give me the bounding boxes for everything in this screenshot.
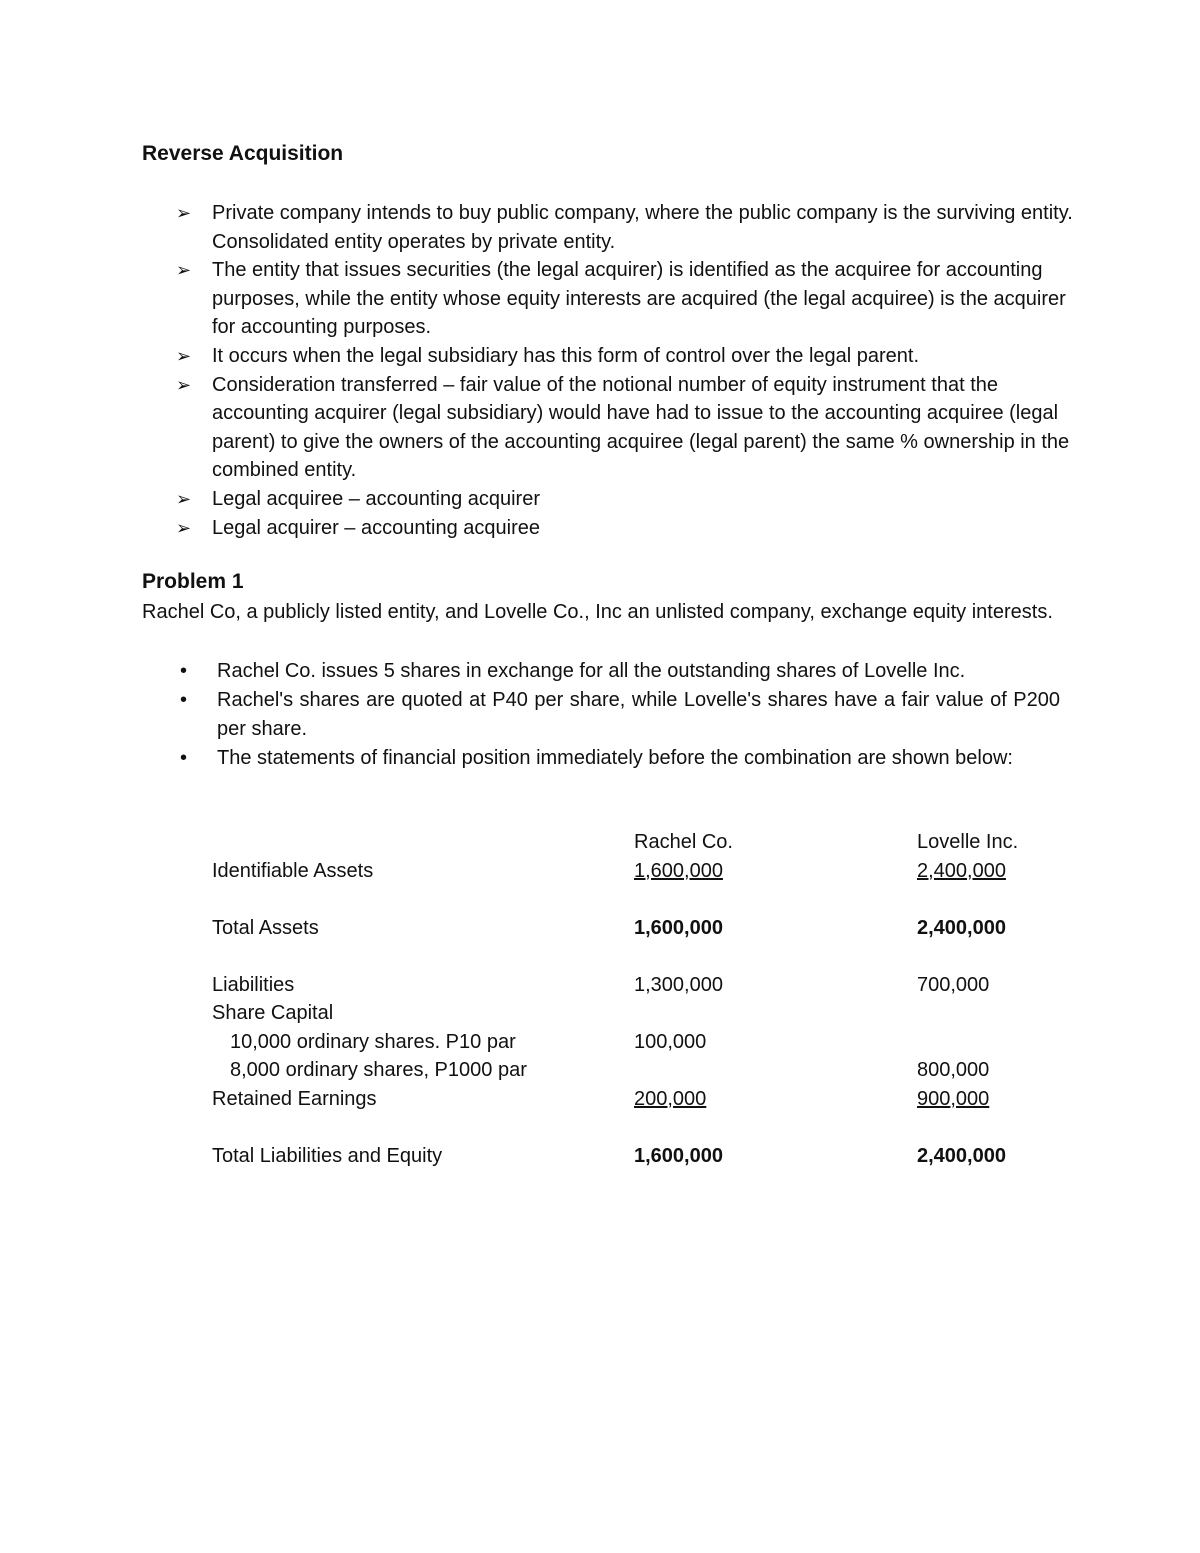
table-header-row bbox=[212, 828, 1117, 857]
row-label: Share Capital bbox=[212, 1002, 334, 1024]
table-row bbox=[212, 857, 1117, 886]
table-spacer bbox=[212, 1113, 1117, 1142]
arrow-bullet-icon: ➢ bbox=[176, 203, 192, 223]
row-label: 10,000 ordinary shares. P10 par bbox=[230, 1030, 516, 1053]
table-row bbox=[212, 1028, 1117, 1057]
row-label: Retained Earnings bbox=[212, 1087, 377, 1110]
row-label: Liabilities bbox=[212, 973, 295, 996]
arrow-bullet-icon: ➢ bbox=[176, 488, 192, 509]
list-item: • Rachel Co. issues 5 shares in exchange for all the outstanding shares of Lovelle Inc. bbox=[180, 657, 1060, 686]
cell-value: 700,000 bbox=[917, 973, 990, 996]
table-row bbox=[212, 1056, 1117, 1085]
cell-value: 1,600,000 bbox=[634, 859, 723, 882]
table-spacer bbox=[212, 942, 1117, 971]
list-item: • The statements of financial position immediately before the combination are shown below: bbox=[180, 744, 1060, 773]
bullet-dot-icon: • bbox=[180, 660, 188, 682]
column-header-lovelle: Lovelle Inc. bbox=[917, 831, 1019, 853]
table-row bbox=[212, 971, 1117, 1000]
list-item: ➢ Legal acquirer – accounting acquiree bbox=[176, 514, 1076, 543]
list-item: ➢ Consideration transferred – fair value of the notional number of equity instrument that the accounting acquirer (legal subsidiary) would have had to issue to the accounting acquiree (legal parent) to give the owners of the accounting acquiree (legal parent) the same % ownership in the combined entity. bbox=[176, 371, 1076, 485]
bullet-dot-icon: • bbox=[180, 689, 188, 711]
row-label: 8,000 ordinary shares, P1000 par bbox=[230, 1059, 527, 1081]
arrow-bullet-icon: ➢ bbox=[176, 345, 192, 366]
list-item: ➢ It occurs when the legal subsidiary has this form of control over the legal parent. bbox=[176, 342, 1076, 371]
bullet-dot-icon: • bbox=[180, 747, 188, 769]
row-label: Total Liabilities and Equity bbox=[212, 1144, 443, 1167]
cell-value: 1,600,000 bbox=[634, 916, 723, 939]
list-item: ➢ The entity that issues securities (the legal acquirer) is identified as the acquiree for accounting purposes, while the entity whose equity interests are acquired (the legal acquiree) is the acquirer for accounting purposes. bbox=[176, 256, 1076, 342]
table-row bbox=[212, 1085, 1117, 1114]
table-row bbox=[212, 999, 1117, 1028]
section-title: Reverse Acquisition bbox=[142, 142, 344, 165]
list-item: • Rachel's shares are quoted at P40 per share, while Lovelle's shares have a fair value of P200 per share. bbox=[180, 686, 1060, 744]
problem-title: Problem 1 bbox=[142, 570, 244, 593]
problem-bullet-list bbox=[180, 657, 1060, 773]
problem-intro: Rachel Co, a publicly listed entity, and Lovelle Co., Inc an unlisted company, exchange equity interests. bbox=[142, 601, 1053, 623]
row-label: Total Assets bbox=[212, 916, 319, 939]
cell-value: 1,300,000 bbox=[634, 973, 723, 996]
cell-value: 2,400,000 bbox=[917, 916, 1006, 939]
column-header-rachel: Rachel Co. bbox=[634, 831, 733, 853]
table-spacer bbox=[212, 885, 1117, 914]
arrow-bullet-icon: ➢ bbox=[176, 374, 192, 395]
cell-value: 1,600,000 bbox=[634, 1144, 723, 1167]
cell-value: 100,000 bbox=[634, 1030, 707, 1053]
arrow-bullet-icon: ➢ bbox=[176, 517, 192, 538]
table-row bbox=[212, 914, 1117, 943]
cell-value: 2,400,000 bbox=[917, 859, 1006, 882]
row-label: Identifiable Assets bbox=[212, 859, 374, 882]
cell-value: 900,000 bbox=[917, 1087, 990, 1110]
cell-value: 2,400,000 bbox=[917, 1144, 1006, 1167]
list-item: ➢ Legal acquiree – accounting acquirer bbox=[176, 485, 1076, 514]
arrow-bullet-icon: ➢ bbox=[176, 260, 192, 281]
definition-list bbox=[176, 199, 1076, 542]
table-row bbox=[212, 1142, 1117, 1171]
cell-value: 200,000 bbox=[634, 1087, 707, 1110]
cell-value: 800,000 bbox=[917, 1059, 990, 1081]
financial-position-table bbox=[212, 828, 1117, 1170]
list-item: ➢ Private company intends to buy public company, where the public company is the surviving entity. Consolidated entity operates by private entity. bbox=[176, 199, 1076, 256]
